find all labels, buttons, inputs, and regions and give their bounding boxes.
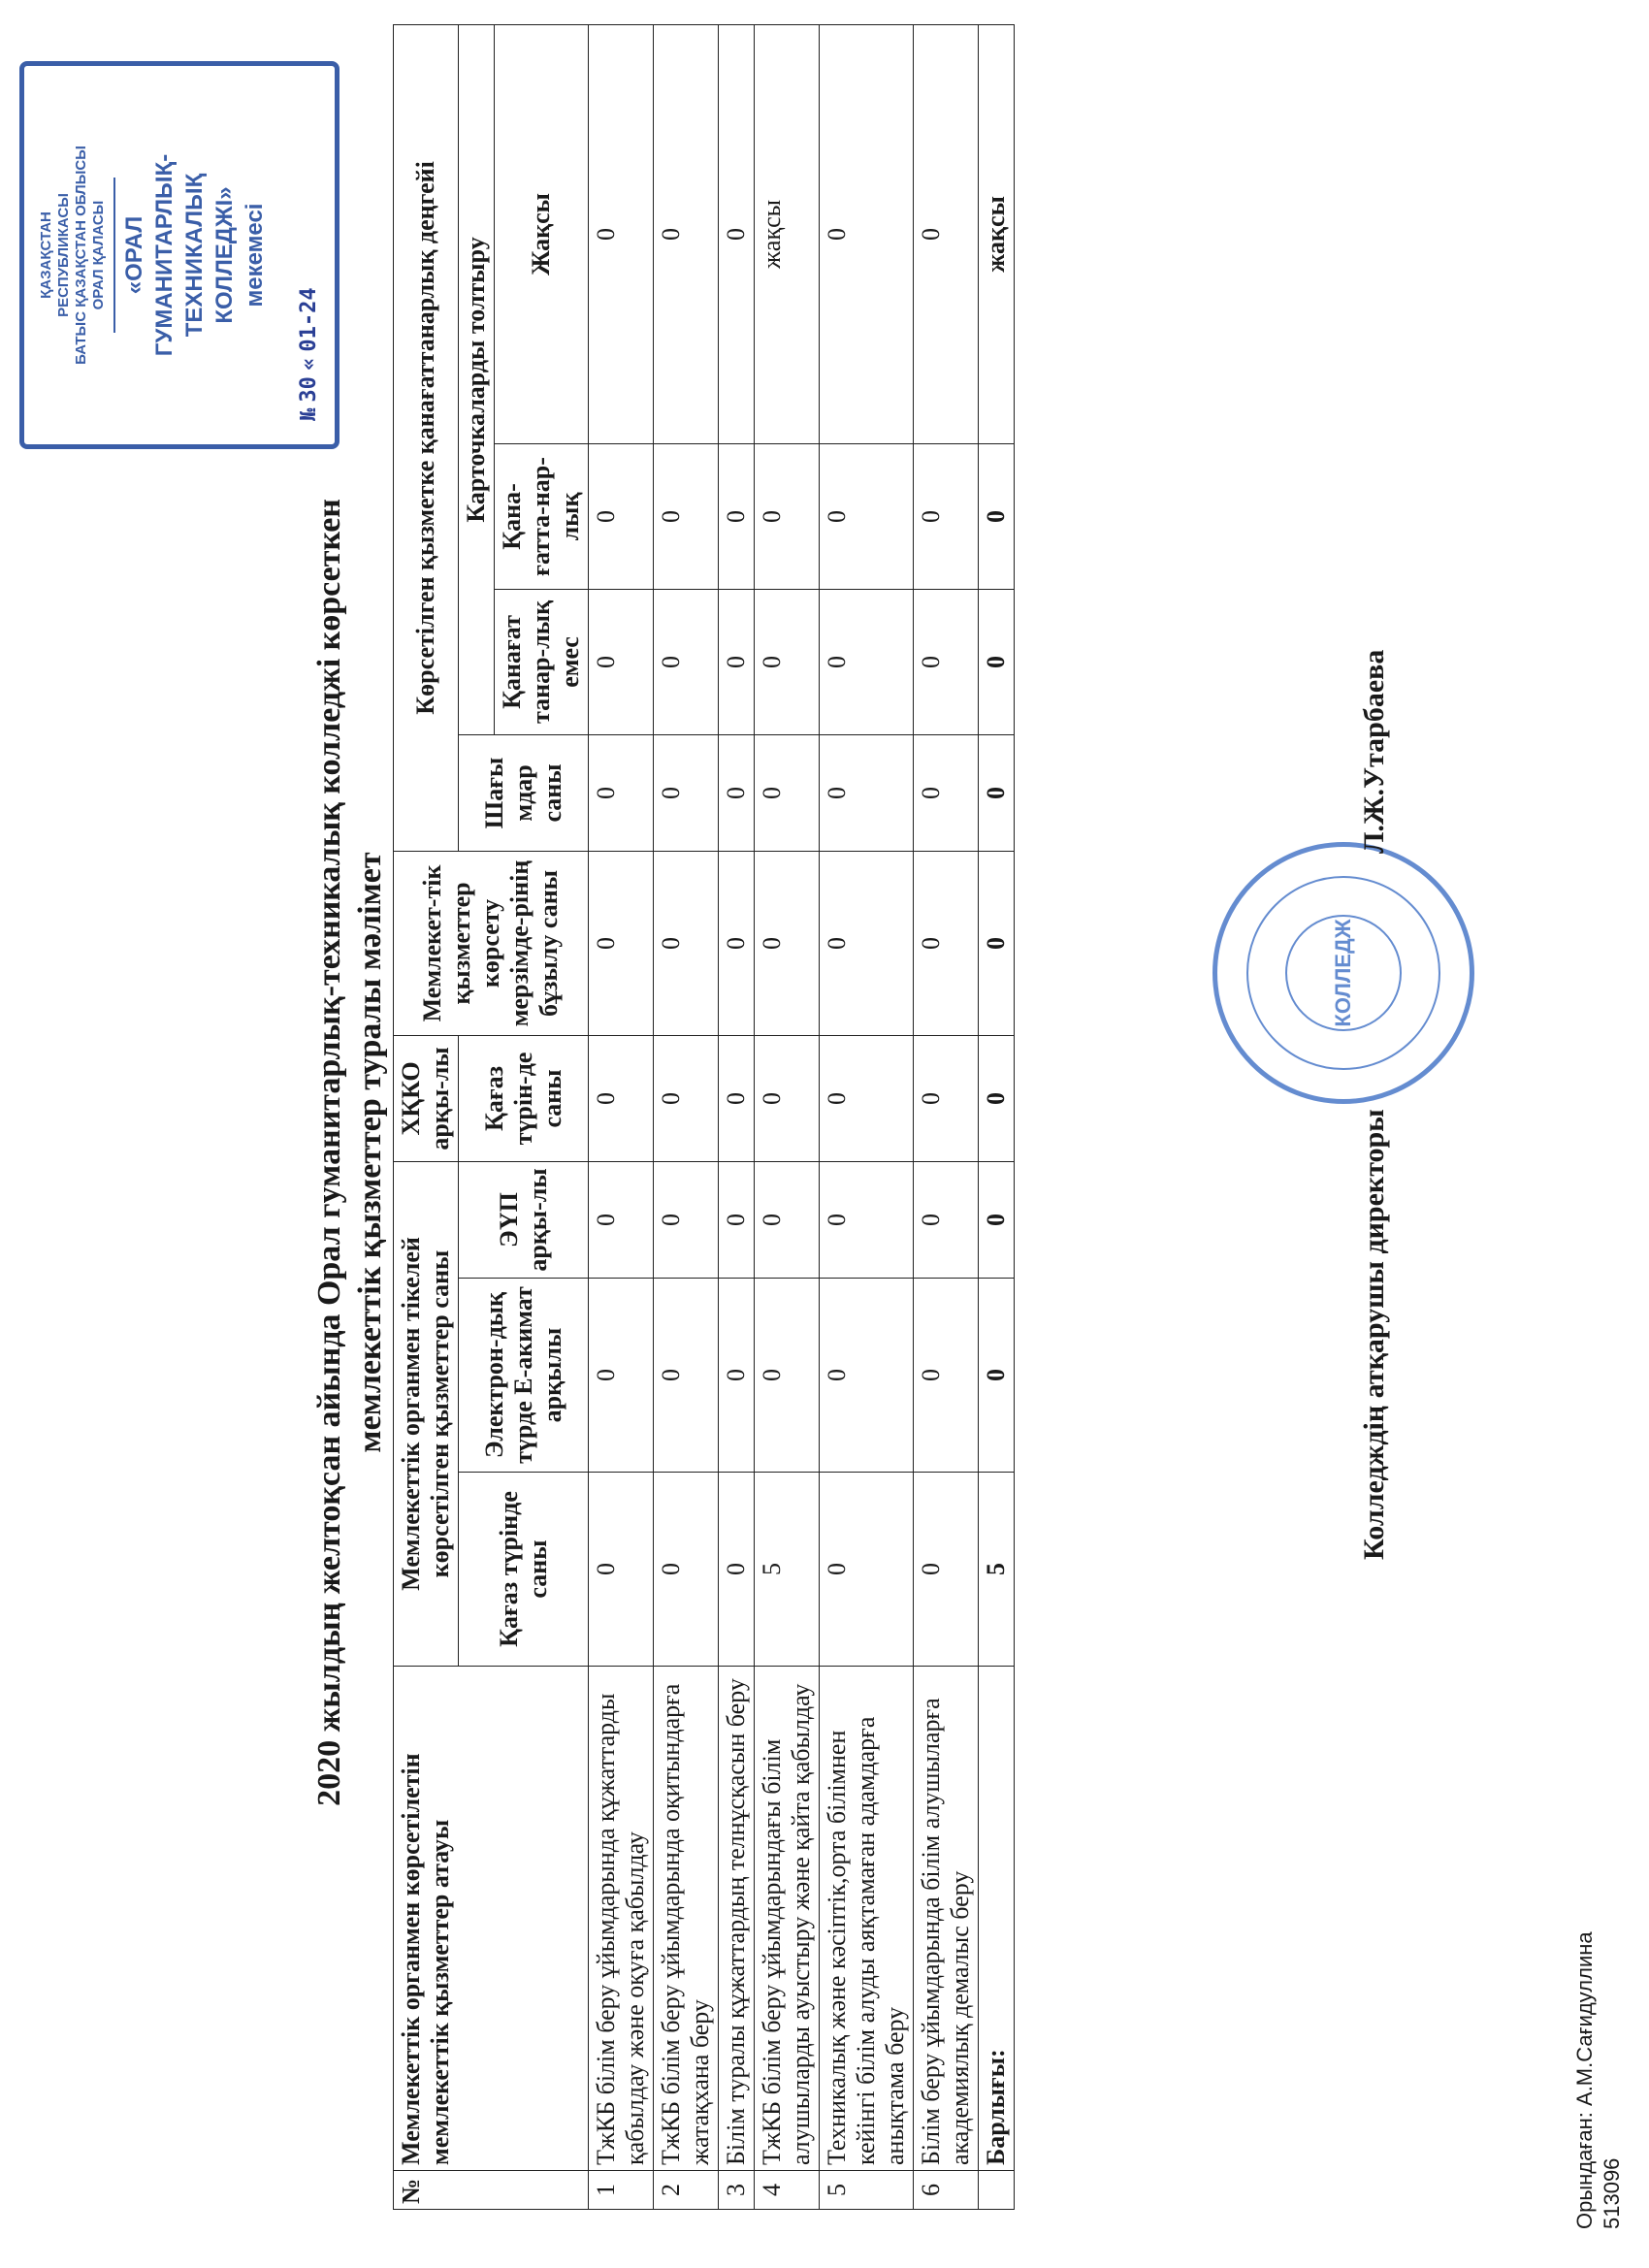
cell-satisfactory: 0: [654, 443, 719, 589]
table-row: [914, 24, 979, 2209]
cell-total-satisfactory: 0: [979, 443, 1015, 589]
cell-satisfactory: 0: [755, 443, 820, 589]
cell-total-hkko: 0: [979, 1035, 1015, 1161]
header-good: Жақсы: [495, 24, 589, 443]
cell-satisfactory: 0: [719, 443, 755, 589]
cell-violations: 0: [719, 851, 755, 1035]
header-satisfaction-group: Көрсетілген қызметке қанағаттанарлық деңгейі: [394, 24, 459, 851]
cell-eup: 0: [589, 1161, 654, 1278]
cell-unsatisfactory: 0: [589, 589, 654, 734]
cell-unsatisfactory: 0: [654, 589, 719, 734]
cell-complaints: 0: [914, 734, 979, 851]
cell-hkko: 0: [589, 1035, 654, 1161]
cell-electronic: 0: [719, 1279, 755, 1473]
header-unsatisfactory: Қанағат танар-лық емес: [495, 589, 589, 734]
cell-good: 0: [820, 24, 914, 443]
stamp-num-value: 30: [297, 376, 321, 403]
document-title-line-2: мемлекеттік қызметтер туралы мәлімет: [352, 852, 388, 1453]
signature-name: Л.Ж.Утарбаева: [1358, 649, 1390, 854]
cell-hkko: 0: [654, 1035, 719, 1161]
stamp-num-date: 01-24: [297, 287, 321, 352]
cell-good: 0: [914, 24, 979, 443]
cell-row-number: 6: [914, 2171, 979, 2210]
cell-row-number: 1: [589, 2171, 654, 2210]
cell-satisfactory: 0: [820, 443, 914, 589]
stamp-line-4: ОРАЛ ҚАЛАСЫ: [90, 200, 107, 310]
cell-violations: 0: [914, 851, 979, 1035]
cell-satisfactory: 0: [914, 443, 979, 589]
cell-row-number: 2: [654, 2171, 719, 2210]
cell-good: 0: [589, 24, 654, 443]
cell-violations: 0: [755, 851, 820, 1035]
header-violations: Мемлекет-тік қызметтер көрсету мерзімде-рінің бұзылу саны: [394, 851, 589, 1035]
header-paper: Қағаз түрінде саны: [459, 1473, 589, 1667]
cell-hkko: 0: [914, 1035, 979, 1161]
cell-eup: 0: [654, 1161, 719, 1278]
table-row: [820, 24, 914, 2209]
header-row-1: [394, 24, 459, 2209]
cell-row-number: 5: [820, 2171, 914, 2210]
cell-paper: 0: [914, 1473, 979, 1667]
cell-eup: 0: [719, 1161, 755, 1278]
executor-block: [1571, 1931, 1626, 2229]
cell-service-name: Техникалық және кәсіптік,орта білімнен кейінгі білім алуды аяқтамаған адамдарға анықтама беру: [820, 1667, 914, 2171]
cell-paper: 5: [755, 1473, 820, 1667]
cell-unsatisfactory: 0: [914, 589, 979, 734]
executor-phone: 513096: [1600, 2157, 1624, 2229]
cell-total-good: жақсы: [979, 24, 1015, 443]
cell-row-number: 4: [755, 2171, 820, 2210]
cell-total-unsatisfactory: 0: [979, 589, 1015, 734]
header-hkko-group: ХҚКО арқы-лы: [394, 1035, 459, 1161]
stamp-number-line: [296, 287, 321, 421]
cell-violations: 0: [589, 851, 654, 1035]
header-hkko-paper: Қағаз түрін-де саны: [459, 1035, 589, 1161]
cell-electronic: 0: [589, 1279, 654, 1473]
cell-good: жақсы: [755, 24, 820, 443]
cell-paper: 0: [589, 1473, 654, 1667]
cell-paper: 0: [719, 1473, 755, 1667]
header-electronic: Электрон-дық түрде Е-акимат арқылы: [459, 1279, 589, 1473]
cell-paper: 0: [654, 1473, 719, 1667]
signature-position: Колледждің атқарушы директоры: [1358, 1109, 1390, 1560]
stamp-line-1: ҚАЗАҚСТАН: [38, 211, 54, 299]
stamp-name-4: мекемесі: [242, 203, 268, 308]
cell-unsatisfactory: 0: [755, 589, 820, 734]
stamp-name-quote: «ОРАЛ: [121, 215, 147, 295]
cell-service-name: Білім беру ұйымдарында білім алушыларға академиялық демалыс беру: [914, 1667, 979, 2171]
table-row: [719, 24, 755, 2209]
cell-service-name: Білім туралы құжаттардың телнұсқасын беру: [719, 1667, 755, 2171]
cell-eup: 0: [914, 1161, 979, 1278]
header-satisfactory: Қана-ғатта-нар-лық: [495, 443, 589, 589]
services-table: [393, 24, 1015, 2210]
cell-electronic: 0: [654, 1279, 719, 1473]
cell-unsatisfactory: 0: [820, 589, 914, 734]
header-service: Мемлекеттік органмен көрсетілетін мемлекеттік қызметтер атауы: [394, 1667, 589, 2171]
cell-complaints: 0: [820, 734, 914, 851]
stamp-num-sep: «: [297, 357, 321, 371]
stamp-num-label: №: [297, 407, 321, 421]
stamp-name-2: ТЕХНИКАЛЫҚ: [181, 173, 208, 338]
cell-paper: 0: [820, 1473, 914, 1667]
cell-total-paper: 5: [979, 1473, 1015, 1667]
cell-total-electronic: 0: [979, 1279, 1015, 1473]
cell-service-name: ТжКБ білім беру ұйымдарында құжаттарды қабылдау және оқуға қабылдау: [589, 1667, 654, 2171]
cell-total-empty: [979, 2171, 1015, 2210]
header-eup: ЭҮП арқы-лы: [459, 1161, 589, 1278]
cell-electronic: 0: [914, 1279, 979, 1473]
round-seal: [1212, 842, 1474, 1104]
cell-total-violations: 0: [979, 851, 1015, 1035]
total-row: [979, 24, 1015, 2209]
cell-violations: 0: [820, 851, 914, 1035]
cell-total-eup: 0: [979, 1161, 1015, 1278]
cell-service-name: ТжКБ білім беру ұйымдарындағы білім алушыларды ауыстыру және қайта қабылдау: [755, 1667, 820, 2171]
cell-complaints: 0: [755, 734, 820, 851]
table-row: [755, 24, 820, 2209]
header-direct-group: Мемлекеттік органмен тікелей көрсетілген қызметтер саны: [394, 1161, 459, 1666]
cell-good: 0: [719, 24, 755, 443]
cell-good: 0: [654, 24, 719, 443]
registration-stamp: [19, 61, 340, 449]
cell-electronic: 0: [820, 1279, 914, 1473]
seal-center-text: КОЛЛЕДЖ: [1285, 915, 1402, 1031]
stamp-name-3: КОЛЛЕДЖІ»: [211, 186, 238, 324]
stamp-line-3: БАТЫС ҚАЗАҚСТАН ОБЛЫСЫ: [73, 146, 89, 365]
table-row: [654, 24, 719, 2209]
document-title-line-1: 2020 жылдың желтоқсан айында Орал гуманитарлық-техникалық колледжі көрсеткен: [311, 499, 347, 1806]
stamp-name-1: ГУМАНИТАРЛЫҚ-: [151, 153, 178, 357]
header-cards-group: Карточкаларды толтыру: [459, 24, 495, 734]
cell-eup: 0: [820, 1161, 914, 1278]
cell-electronic: 0: [755, 1279, 820, 1473]
cell-unsatisfactory: 0: [719, 589, 755, 734]
cell-total-complaints: 0: [979, 734, 1015, 851]
cell-service-name: ТжКБ білім беру ұйымдарында оқитындарға жатақхана беру: [654, 1667, 719, 2171]
cell-complaints: 0: [654, 734, 719, 851]
cell-row-number: 3: [719, 2171, 755, 2210]
cell-hkko: 0: [820, 1035, 914, 1161]
cell-eup: 0: [755, 1161, 820, 1278]
cell-hkko: 0: [719, 1035, 755, 1161]
stamp-divider: [113, 178, 115, 333]
header-no: №: [394, 2171, 589, 2210]
cell-complaints: 0: [589, 734, 654, 851]
cell-violations: 0: [654, 851, 719, 1035]
cell-hkko: 0: [755, 1035, 820, 1161]
stamp-line-2: РЕСПУБЛИКАСЫ: [55, 193, 72, 317]
cell-total-label: Барлығы:: [979, 1667, 1015, 2171]
header-complaints: Шағы мдар саны: [459, 734, 589, 851]
cell-complaints: 0: [719, 734, 755, 851]
cell-satisfactory: 0: [589, 443, 654, 589]
table-row: [589, 24, 654, 2209]
executor-label: Орындаған: А.М.Сағидуллина: [1572, 1931, 1597, 2229]
